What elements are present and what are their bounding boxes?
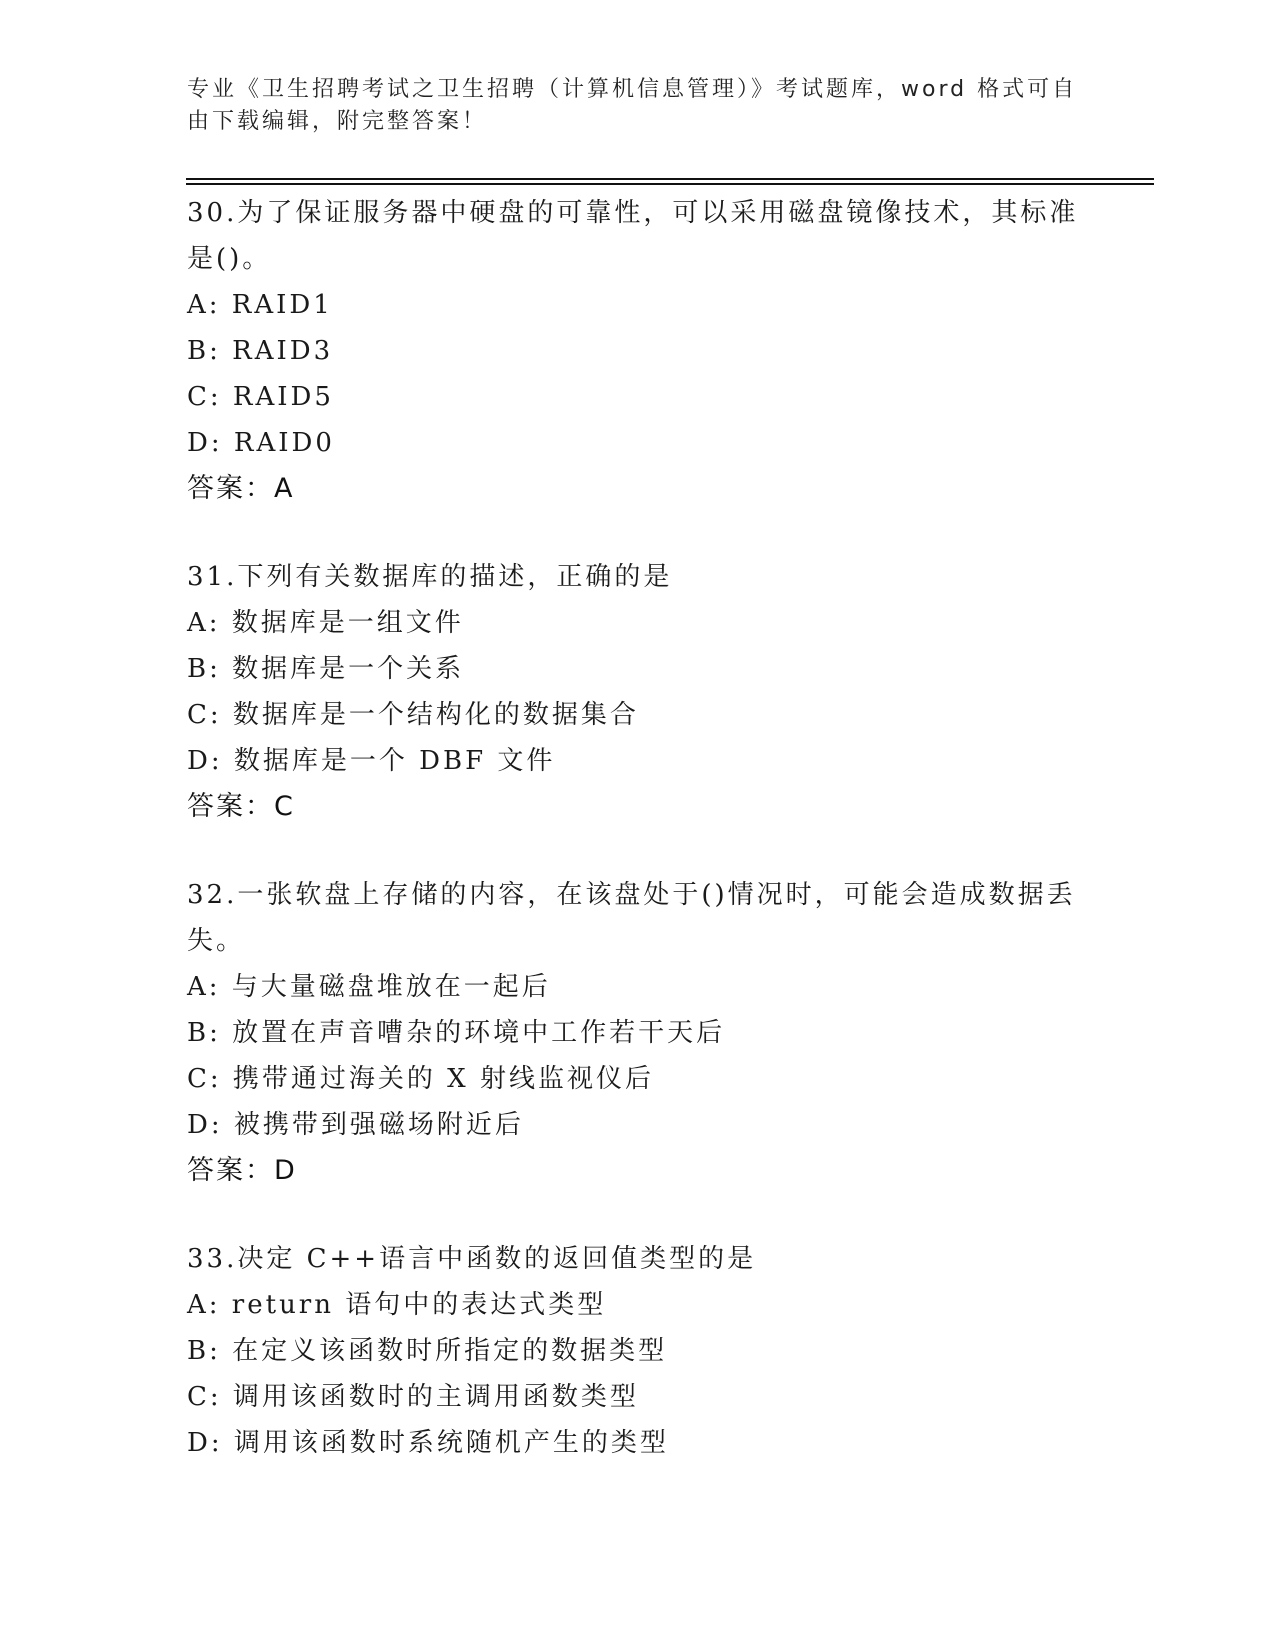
question-30 <box>187 190 1087 512</box>
answer: 答案：C <box>187 791 295 822</box>
option-a: A: return 语句中的表达式类型 <box>187 1290 607 1320</box>
header-line-1: 专业《卫生招聘考试之卫生招聘（计算机信息管理）》考试题库，word 格式可自 <box>187 77 1078 102</box>
option-c: C: 调用该函数时的主调用函数类型 <box>187 1382 639 1412</box>
option-c: C: RAID5 <box>187 382 334 412</box>
option-d: D: 被携带到强磁场附近后 <box>187 1110 524 1140</box>
question-list <box>187 190 1087 1508</box>
option-b: B: RAID3 <box>187 336 334 366</box>
option-a: A: 与大量磁盘堆放在一起后 <box>187 972 551 1002</box>
answer: 答案：D <box>187 1155 297 1186</box>
question-31 <box>187 554 1087 830</box>
question-stem-continued: 失。 <box>187 926 246 956</box>
option-d: D: 数据库是一个 DBF 文件 <box>187 746 556 776</box>
document-header <box>187 74 1087 138</box>
option-a: A: 数据库是一组文件 <box>187 608 464 638</box>
question-stem: 33.决定 C++语言中函数的返回值类型的是 <box>187 1244 757 1274</box>
option-a: A: RAID1 <box>187 290 333 320</box>
question-stem: 32.一张软盘上存储的内容，在该盘处于()情况时，可能会造成数据丢 <box>187 880 1076 910</box>
option-d: D: RAID0 <box>187 428 335 458</box>
header-divider-top <box>186 178 1154 180</box>
option-b: B: 数据库是一个关系 <box>187 654 465 684</box>
answer: 答案：A <box>187 473 295 504</box>
option-c: C: 携带通过海关的 X 射线监视仪后 <box>187 1064 654 1094</box>
question-32 <box>187 872 1087 1194</box>
question-stem: 30.为了保证服务器中硬盘的可靠性，可以采用磁盘镜像技术，其标准 <box>187 198 1079 228</box>
option-c: C: 数据库是一个结构化的数据集合 <box>187 700 639 730</box>
question-stem-continued: 是()。 <box>187 244 272 274</box>
option-b: B: 放置在声音嘈杂的环境中工作若干天后 <box>187 1018 726 1048</box>
option-d: D: 调用该函数时系统随机产生的类型 <box>187 1428 669 1458</box>
header-line-2: 由下载编辑，附完整答案！ <box>187 109 488 134</box>
question-33 <box>187 1236 1087 1466</box>
question-stem: 31.下列有关数据库的描述，正确的是 <box>187 562 673 592</box>
option-b: B: 在定义该函数时所指定的数据类型 <box>187 1336 668 1366</box>
header-divider-bottom <box>186 183 1154 185</box>
